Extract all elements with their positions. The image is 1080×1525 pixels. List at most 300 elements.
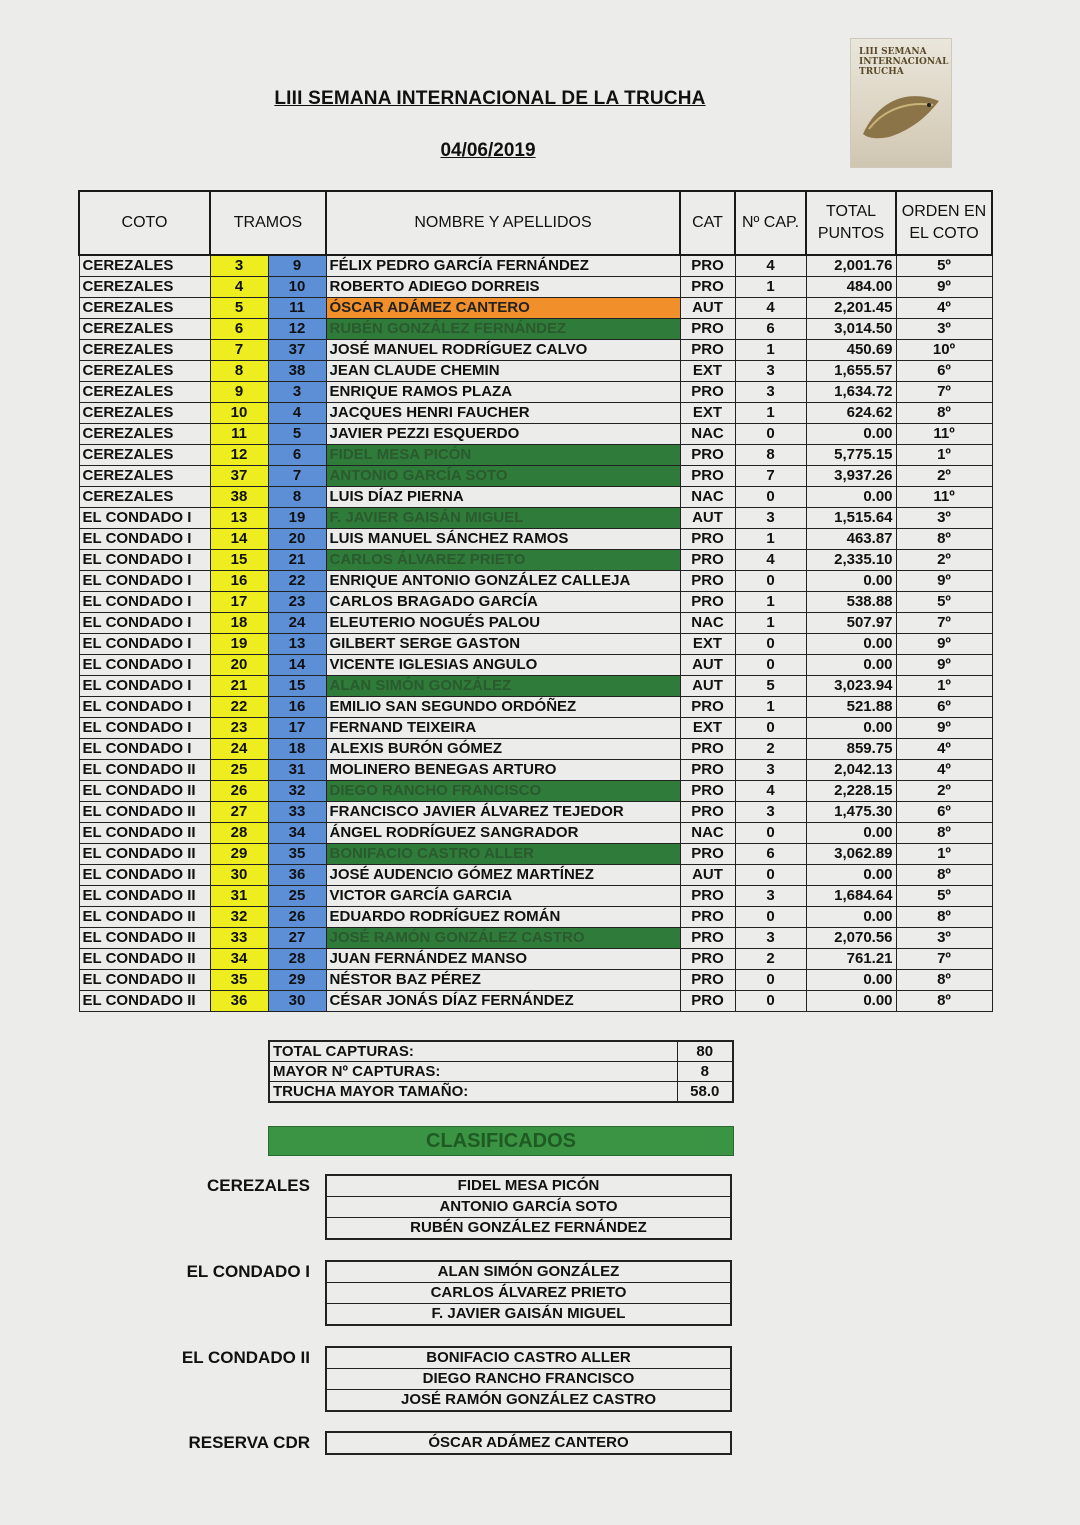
row-puntos: 0.00 (806, 487, 896, 508)
row-tramo-1: 31 (210, 886, 268, 907)
row-name: LUIS DÍAZ PIERNA (326, 487, 680, 508)
row-cat: NAC (680, 424, 735, 445)
mayor-capturas-row (269, 1062, 733, 1082)
col-total-line2: PUNTOS (817, 225, 885, 242)
row-tramo-2: 27 (268, 928, 326, 949)
row-puntos: 1,634.72 (806, 382, 896, 403)
row-tramo-1: 35 (210, 970, 268, 991)
row-coto: EL CONDADO II (79, 823, 210, 844)
col-orden-line2: EL COTO (909, 225, 979, 242)
col-coto: COTO (79, 191, 210, 255)
row-name: GILBERT SERGE GASTON (326, 634, 680, 655)
row-cat: NAC (680, 613, 735, 634)
trucha-mayor-value: 58.0 (677, 1082, 733, 1103)
row-puntos: 1,475.30 (806, 802, 896, 823)
row-orden: 1º (896, 844, 992, 865)
col-nombre: NOMBRE Y APELLIDOS (326, 191, 680, 255)
table-row (79, 781, 992, 802)
col-orden (896, 191, 992, 255)
row-coto: EL CONDADO II (79, 760, 210, 781)
qualified-name: CARLOS ÁLVAREZ PRIETO (326, 1283, 731, 1304)
row-capturas: 0 (735, 655, 806, 676)
table-row (79, 655, 992, 676)
row-name: FRANCISCO JAVIER ÁLVAREZ TEJEDOR (326, 802, 680, 823)
row-tramo-2: 14 (268, 655, 326, 676)
row-tramo-1: 16 (210, 571, 268, 592)
row-coto: EL CONDADO II (79, 928, 210, 949)
row-orden: 11º (896, 424, 992, 445)
col-tramos: TRAMOS (210, 191, 326, 255)
row-coto: EL CONDADO II (79, 907, 210, 928)
row-puntos: 2,335.10 (806, 550, 896, 571)
group-table (325, 1346, 732, 1412)
row-orden: 9º (896, 718, 992, 739)
row-coto: CEREZALES (79, 277, 210, 298)
row-puntos: 2,228.15 (806, 781, 896, 802)
table-row (79, 466, 992, 487)
row-coto: EL CONDADO II (79, 781, 210, 802)
row-tramo-1: 10 (210, 403, 268, 424)
table-row (79, 592, 992, 613)
row-name: ALEXIS BURÓN GÓMEZ (326, 739, 680, 760)
row-name: EDUARDO RODRÍGUEZ ROMÁN (326, 907, 680, 928)
row-tramo-2: 36 (268, 865, 326, 886)
row-cat: PRO (680, 970, 735, 991)
row-puntos: 3,014.50 (806, 319, 896, 340)
row-orden: 4º (896, 739, 992, 760)
group-row (326, 1283, 731, 1304)
group-label: EL CONDADO I (186, 1262, 310, 1281)
row-orden: 8º (896, 865, 992, 886)
row-name: LUIS MANUEL SÁNCHEZ RAMOS (326, 529, 680, 550)
row-orden: 8º (896, 823, 992, 844)
row-tramo-1: 33 (210, 928, 268, 949)
row-capturas: 0 (735, 991, 806, 1012)
row-tramo-2: 5 (268, 424, 326, 445)
table-row (79, 445, 992, 466)
row-tramo-2: 10 (268, 277, 326, 298)
row-name: JAVIER PEZZI ESQUERDO (326, 424, 680, 445)
row-orden: 9º (896, 277, 992, 298)
row-capturas: 6 (735, 844, 806, 865)
table-row (79, 571, 992, 592)
row-capturas: 4 (735, 781, 806, 802)
row-capturas: 0 (735, 718, 806, 739)
row-tramo-1: 3 (210, 255, 268, 277)
row-capturas: 3 (735, 928, 806, 949)
row-tramo-2: 8 (268, 487, 326, 508)
row-coto: CEREZALES (79, 255, 210, 277)
table-row (79, 970, 992, 991)
row-tramo-1: 17 (210, 592, 268, 613)
row-name: JEAN CLAUDE CHEMIN (326, 361, 680, 382)
qualified-name: JOSÉ RAMÓN GONZÁLEZ CASTRO (326, 1390, 731, 1412)
table-row (79, 823, 992, 844)
row-name: ROBERTO ADIEGO DORREIS (326, 277, 680, 298)
row-cat: PRO (680, 445, 735, 466)
row-puntos: 507.97 (806, 613, 896, 634)
row-name: CARLOS BRAGADO GARCÍA (326, 592, 680, 613)
table-row (79, 550, 992, 571)
row-name: BONIFACIO CASTRO ALLER (326, 844, 680, 865)
row-puntos: 1,655.57 (806, 361, 896, 382)
table-row (79, 676, 992, 697)
row-coto: EL CONDADO I (79, 613, 210, 634)
row-cat: PRO (680, 277, 735, 298)
group-label: RESERVA CDR (188, 1433, 310, 1452)
row-orden: 6º (896, 361, 992, 382)
row-tramo-1: 24 (210, 739, 268, 760)
row-tramo-2: 35 (268, 844, 326, 865)
row-orden: 10º (896, 340, 992, 361)
row-capturas: 8 (735, 445, 806, 466)
row-tramo-1: 26 (210, 781, 268, 802)
row-tramo-2: 18 (268, 739, 326, 760)
col-total-line1: TOTAL (825, 203, 877, 220)
qualified-name: ANTONIO GARCÍA SOTO (326, 1197, 731, 1218)
row-capturas: 0 (735, 865, 806, 886)
row-puntos: 0.00 (806, 571, 896, 592)
row-puntos: 3,062.89 (806, 844, 896, 865)
qualified-name: RUBÉN GONZÁLEZ FERNÁNDEZ (326, 1218, 731, 1240)
row-puntos: 0.00 (806, 907, 896, 928)
row-orden: 8º (896, 529, 992, 550)
group-row (326, 1432, 731, 1454)
qualified-name: ALAN SIMÓN GONZÁLEZ (326, 1261, 731, 1283)
row-capturas: 2 (735, 949, 806, 970)
row-capturas: 0 (735, 487, 806, 508)
row-tramo-2: 6 (268, 445, 326, 466)
row-orden: 4º (896, 298, 992, 319)
row-name: ALAN SIMÓN GONZÁLEZ (326, 676, 680, 697)
col-total (806, 191, 896, 255)
row-orden: 2º (896, 466, 992, 487)
row-capturas: 0 (735, 634, 806, 655)
group-row (326, 1369, 731, 1390)
row-capturas: 0 (735, 823, 806, 844)
row-name: JOSÉ AUDENCIO GÓMEZ MARTÍNEZ (326, 865, 680, 886)
qualified-name: DIEGO RANCHO FRANCISCO (326, 1369, 731, 1390)
row-puntos: 0.00 (806, 655, 896, 676)
row-tramo-1: 7 (210, 340, 268, 361)
row-name: ÓSCAR ADÁMEZ CANTERO (326, 298, 680, 319)
group-table (325, 1260, 732, 1326)
row-tramo-1: 36 (210, 991, 268, 1012)
row-name: DIEGO RANCHO FRANCISCO (326, 781, 680, 802)
row-cat: PRO (680, 760, 735, 781)
row-tramo-1: 23 (210, 718, 268, 739)
row-puntos: 450.69 (806, 340, 896, 361)
row-coto: CEREZALES (79, 298, 210, 319)
total-capturas-value: 80 (677, 1041, 733, 1062)
row-coto: EL CONDADO I (79, 676, 210, 697)
row-cat: EXT (680, 718, 735, 739)
row-tramo-1: 6 (210, 319, 268, 340)
row-coto: EL CONDADO I (79, 550, 210, 571)
trucha-mayor-label: TRUCHA MAYOR TAMAÑO: (269, 1082, 677, 1103)
row-tramo-2: 32 (268, 781, 326, 802)
row-cat: PRO (680, 550, 735, 571)
table-row (79, 487, 992, 508)
row-capturas: 3 (735, 760, 806, 781)
row-tramo-2: 16 (268, 697, 326, 718)
row-capturas: 1 (735, 340, 806, 361)
row-capturas: 1 (735, 697, 806, 718)
row-puntos: 859.75 (806, 739, 896, 760)
row-tramo-2: 38 (268, 361, 326, 382)
row-capturas: 7 (735, 466, 806, 487)
row-orden: 3º (896, 508, 992, 529)
table-row (79, 361, 992, 382)
table-row (79, 508, 992, 529)
row-tramo-2: 31 (268, 760, 326, 781)
row-puntos: 0.00 (806, 865, 896, 886)
row-tramo-2: 20 (268, 529, 326, 550)
row-orden: 6º (896, 697, 992, 718)
row-name: F. JAVIER GAISÁN MIGUEL (326, 508, 680, 529)
row-name: ELEUTERIO NOGUÉS PALOU (326, 613, 680, 634)
row-orden: 11º (896, 487, 992, 508)
row-cat: PRO (680, 319, 735, 340)
table-row (79, 886, 992, 907)
row-capturas: 6 (735, 319, 806, 340)
row-tramo-1: 32 (210, 907, 268, 928)
row-tramo-1: 8 (210, 361, 268, 382)
row-orden: 9º (896, 634, 992, 655)
row-coto: EL CONDADO I (79, 697, 210, 718)
total-capturas-label: TOTAL CAPTURAS: (269, 1041, 677, 1062)
group-table (325, 1431, 732, 1455)
group-row (326, 1175, 731, 1197)
row-tramo-1: 21 (210, 676, 268, 697)
row-cat: AUT (680, 298, 735, 319)
row-capturas: 3 (735, 886, 806, 907)
row-capturas: 4 (735, 255, 806, 277)
row-tramo-2: 24 (268, 613, 326, 634)
table-row (79, 403, 992, 424)
row-tramo-2: 17 (268, 718, 326, 739)
totals-table (268, 1040, 734, 1103)
trout-icon (859, 79, 943, 149)
row-name: ENRIQUE ANTONIO GONZÁLEZ CALLEJA (326, 571, 680, 592)
table-row (79, 739, 992, 760)
row-name: VICTOR GARCÍA GARCIA (326, 886, 680, 907)
table-row (79, 802, 992, 823)
row-name: JOSÉ RAMÓN GONZÁLEZ CASTRO (326, 928, 680, 949)
row-capturas: 3 (735, 508, 806, 529)
row-coto: EL CONDADO I (79, 592, 210, 613)
row-puntos: 2,201.45 (806, 298, 896, 319)
row-name: JUAN FERNÁNDEZ MANSO (326, 949, 680, 970)
row-orden: 2º (896, 781, 992, 802)
table-row (79, 424, 992, 445)
row-capturas: 3 (735, 361, 806, 382)
row-name: CÉSAR JONÁS DÍAZ FERNÁNDEZ (326, 991, 680, 1012)
row-cat: PRO (680, 886, 735, 907)
row-orden: 8º (896, 991, 992, 1012)
col-orden-line1: ORDEN EN (901, 203, 987, 220)
table-row (79, 529, 992, 550)
row-puntos: 521.88 (806, 697, 896, 718)
row-cat: EXT (680, 361, 735, 382)
row-orden: 6º (896, 802, 992, 823)
row-puntos: 0.00 (806, 718, 896, 739)
trucha-mayor-row (269, 1082, 733, 1103)
row-name: VICENTE IGLESIAS ANGULO (326, 655, 680, 676)
row-puntos: 1,515.64 (806, 508, 896, 529)
row-tramo-2: 9 (268, 255, 326, 277)
row-coto: EL CONDADO II (79, 970, 210, 991)
mayor-capturas-label: MAYOR Nº CAPTURAS: (269, 1062, 677, 1082)
row-orden: 8º (896, 970, 992, 991)
row-tramo-1: 14 (210, 529, 268, 550)
row-coto: CEREZALES (79, 487, 210, 508)
row-tramo-2: 19 (268, 508, 326, 529)
row-cat: PRO (680, 907, 735, 928)
row-coto: CEREZALES (79, 445, 210, 466)
row-capturas: 0 (735, 424, 806, 445)
qualified-name: F. JAVIER GAISÁN MIGUEL (326, 1304, 731, 1326)
row-name: EMILIO SAN SEGUNDO ORDÓÑEZ (326, 697, 680, 718)
row-name: ANTONIO GARCÍA SOTO (326, 466, 680, 487)
row-coto: EL CONDADO II (79, 865, 210, 886)
row-capturas: 4 (735, 550, 806, 571)
logo-text: LIII SEMANA INTERNACIONAL TRUCHA (859, 47, 949, 77)
row-capturas: 0 (735, 970, 806, 991)
row-tramo-1: 27 (210, 802, 268, 823)
row-tramo-2: 13 (268, 634, 326, 655)
table-row (79, 844, 992, 865)
row-puntos: 3,023.94 (806, 676, 896, 697)
row-cat: PRO (680, 697, 735, 718)
row-capturas: 1 (735, 613, 806, 634)
row-orden: 1º (896, 676, 992, 697)
row-tramo-1: 19 (210, 634, 268, 655)
row-coto: EL CONDADO II (79, 844, 210, 865)
row-name: RUBÉN GONZÁLEZ FERNÁNDEZ (326, 319, 680, 340)
group-row (326, 1390, 731, 1412)
row-capturas: 0 (735, 571, 806, 592)
table-row (79, 697, 992, 718)
row-tramo-2: 30 (268, 991, 326, 1012)
row-capturas: 1 (735, 277, 806, 298)
table-row (79, 613, 992, 634)
page-title: LIII SEMANA INTERNACIONAL DE LA TRUCHA (274, 88, 706, 109)
row-tramo-2: 29 (268, 970, 326, 991)
row-tramo-1: 22 (210, 697, 268, 718)
table-row (79, 928, 992, 949)
row-tramo-2: 26 (268, 907, 326, 928)
row-cat: NAC (680, 487, 735, 508)
row-tramo-1: 38 (210, 487, 268, 508)
group-row (326, 1347, 731, 1369)
table-row (79, 907, 992, 928)
row-coto: EL CONDADO I (79, 655, 210, 676)
row-tramo-1: 12 (210, 445, 268, 466)
row-cat: PRO (680, 949, 735, 970)
row-name: JOSÉ MANUEL RODRÍGUEZ CALVO (326, 340, 680, 361)
table-row (79, 865, 992, 886)
row-cat: PRO (680, 255, 735, 277)
row-cat: AUT (680, 508, 735, 529)
row-coto: EL CONDADO II (79, 802, 210, 823)
row-cat: PRO (680, 781, 735, 802)
row-name: FERNAND TEIXEIRA (326, 718, 680, 739)
row-puntos: 484.00 (806, 277, 896, 298)
row-orden: 8º (896, 907, 992, 928)
row-coto: CEREZALES (79, 319, 210, 340)
row-coto: CEREZALES (79, 466, 210, 487)
row-tramo-1: 37 (210, 466, 268, 487)
row-puntos: 2,001.76 (806, 255, 896, 277)
row-capturas: 1 (735, 403, 806, 424)
row-puntos: 5,775.15 (806, 445, 896, 466)
row-coto: EL CONDADO II (79, 886, 210, 907)
row-coto: EL CONDADO II (79, 949, 210, 970)
row-capturas: 1 (735, 592, 806, 613)
row-puntos: 0.00 (806, 424, 896, 445)
row-tramo-1: 30 (210, 865, 268, 886)
row-coto: CEREZALES (79, 361, 210, 382)
row-tramo-1: 18 (210, 613, 268, 634)
row-capturas: 3 (735, 382, 806, 403)
group-row (326, 1261, 731, 1283)
table-row (79, 277, 992, 298)
row-tramo-2: 3 (268, 382, 326, 403)
row-cat: NAC (680, 823, 735, 844)
row-tramo-1: 25 (210, 760, 268, 781)
row-orden: 7º (896, 949, 992, 970)
row-puntos: 761.21 (806, 949, 896, 970)
row-tramo-2: 34 (268, 823, 326, 844)
row-orden: 9º (896, 655, 992, 676)
row-name: ÁNGEL RODRÍGUEZ SANGRADOR (326, 823, 680, 844)
row-coto: EL CONDADO I (79, 571, 210, 592)
row-name: MOLINERO BENEGAS ARTURO (326, 760, 680, 781)
total-capturas-row (269, 1041, 733, 1062)
row-puntos: 1,684.64 (806, 886, 896, 907)
row-tramo-2: 23 (268, 592, 326, 613)
row-cat: PRO (680, 802, 735, 823)
row-name: ENRIQUE RAMOS PLAZA (326, 382, 680, 403)
row-cat: PRO (680, 844, 735, 865)
row-name: NÉSTOR BAZ PÉREZ (326, 970, 680, 991)
table-row (79, 319, 992, 340)
row-cat: EXT (680, 403, 735, 424)
qualified-name: FIDEL MESA PICÓN (326, 1175, 731, 1197)
table-row (79, 340, 992, 361)
row-orden: 9º (896, 571, 992, 592)
row-capturas: 1 (735, 529, 806, 550)
table-row (79, 298, 992, 319)
col-cat: CAT (680, 191, 735, 255)
row-puntos: 538.88 (806, 592, 896, 613)
table-row (79, 718, 992, 739)
row-cat: EXT (680, 634, 735, 655)
row-cat: PRO (680, 928, 735, 949)
row-coto: CEREZALES (79, 424, 210, 445)
row-tramo-2: 12 (268, 319, 326, 340)
row-puntos: 3,937.26 (806, 466, 896, 487)
group-table (325, 1174, 732, 1240)
row-tramo-1: 20 (210, 655, 268, 676)
row-coto: EL CONDADO II (79, 991, 210, 1012)
row-orden: 3º (896, 928, 992, 949)
col-ncap: Nº CAP. (735, 191, 806, 255)
row-coto: CEREZALES (79, 382, 210, 403)
row-cat: PRO (680, 382, 735, 403)
row-tramo-1: 29 (210, 844, 268, 865)
